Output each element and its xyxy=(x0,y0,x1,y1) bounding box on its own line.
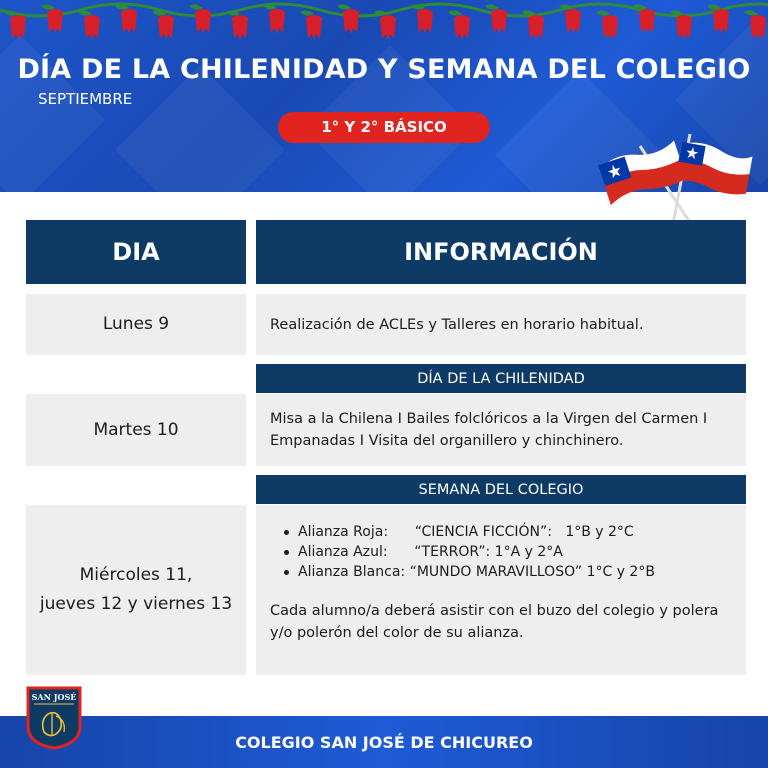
copihue-flower xyxy=(84,15,100,40)
copihue-flower xyxy=(269,9,285,34)
garland-leaf xyxy=(744,10,758,15)
copihue-flower xyxy=(380,15,396,40)
garland-leaf xyxy=(300,10,314,15)
copihue-flower xyxy=(713,9,729,34)
copihue-flower xyxy=(491,9,507,34)
copihue-flower xyxy=(306,15,322,40)
info-cell-wed-fri xyxy=(256,505,746,675)
copihue-flower xyxy=(565,9,581,34)
copihue-flower xyxy=(750,15,766,40)
day-cell-monday: Lunes 9 xyxy=(26,294,246,355)
list-item-alianza-azul: Alianza Azul: “TERROR”: 1°A y 2°A xyxy=(270,542,655,562)
garland-leaf xyxy=(448,10,462,15)
garland-leaf xyxy=(78,10,92,15)
garland-leaf xyxy=(707,4,721,9)
info-column-header: INFORMACIÓN xyxy=(256,220,746,284)
school-crest-icon xyxy=(26,686,82,750)
copihue-flower xyxy=(528,15,544,40)
garland-leaf xyxy=(596,10,610,15)
garland-leaf xyxy=(337,4,351,9)
day-column-header: DIA xyxy=(26,220,246,284)
copihue-flower xyxy=(602,15,618,40)
copihue-garland-icon xyxy=(0,0,768,50)
copihue-flower xyxy=(639,9,655,34)
copihue-flower xyxy=(676,15,692,40)
school-name: COLEGIO SAN JOSÉ DE CHICUREO xyxy=(235,733,533,752)
list-item-alianza-roja: Alianza Roja: “CIENCIA FICCIÓN”: 1°B y 2°C xyxy=(270,522,655,542)
info-cell-tuesday: Misa a la Chilena I Bailes folclóricos a la Virgen del Carmen I Empanadas I Visita del organillero y chinchinero. xyxy=(256,394,746,466)
copihue-flower xyxy=(121,9,137,34)
copihue-flower xyxy=(158,15,174,40)
section-band-chilenidad: DÍA DE LA CHILENIDAD xyxy=(256,364,746,393)
list-item-alianza-blanca: Alianza Blanca: “MUNDO MARAVILLOSO” 1°C y 2°B xyxy=(270,562,655,582)
garland-leaf xyxy=(189,4,203,9)
copihue-flower xyxy=(10,15,26,40)
grade-badge: 1° Y 2° BÁSICO xyxy=(278,112,490,143)
crest-lettering: SAN JOSÉ xyxy=(31,692,77,702)
day-cell-wed-fri xyxy=(26,505,246,675)
info-cell-monday: Realización de ACLEs y Talleres en horario habitual. xyxy=(256,294,746,355)
copihue-flower xyxy=(454,15,470,40)
uniform-note: Cada alumno/a deberá asistir con el buzo del colegio y polera y/o polerón del color de su alianza. xyxy=(270,603,719,641)
page-title: DÍA DE LA CHILENIDAD Y SEMANA DEL COLEGIO xyxy=(17,54,751,85)
day-cell-tuesday: Martes 10 xyxy=(26,394,246,466)
copihue-flower xyxy=(232,15,248,40)
section-band-semana: SEMANA DEL COLEGIO xyxy=(256,475,746,504)
copihue-flower xyxy=(343,9,359,34)
page-subtitle: SEPTIEMBRE xyxy=(38,90,133,108)
copihue-flower xyxy=(47,9,63,34)
copihue-flower xyxy=(417,9,433,34)
day-line-1: Miércoles 11, xyxy=(79,565,193,585)
garland-leaf xyxy=(4,10,18,15)
day-line-2: jueves 12 y viernes 13 xyxy=(39,594,233,614)
garland-leaf xyxy=(485,4,499,9)
alliance-list xyxy=(270,522,655,582)
garland-leaf xyxy=(41,4,55,9)
copihue-flower xyxy=(195,9,211,34)
